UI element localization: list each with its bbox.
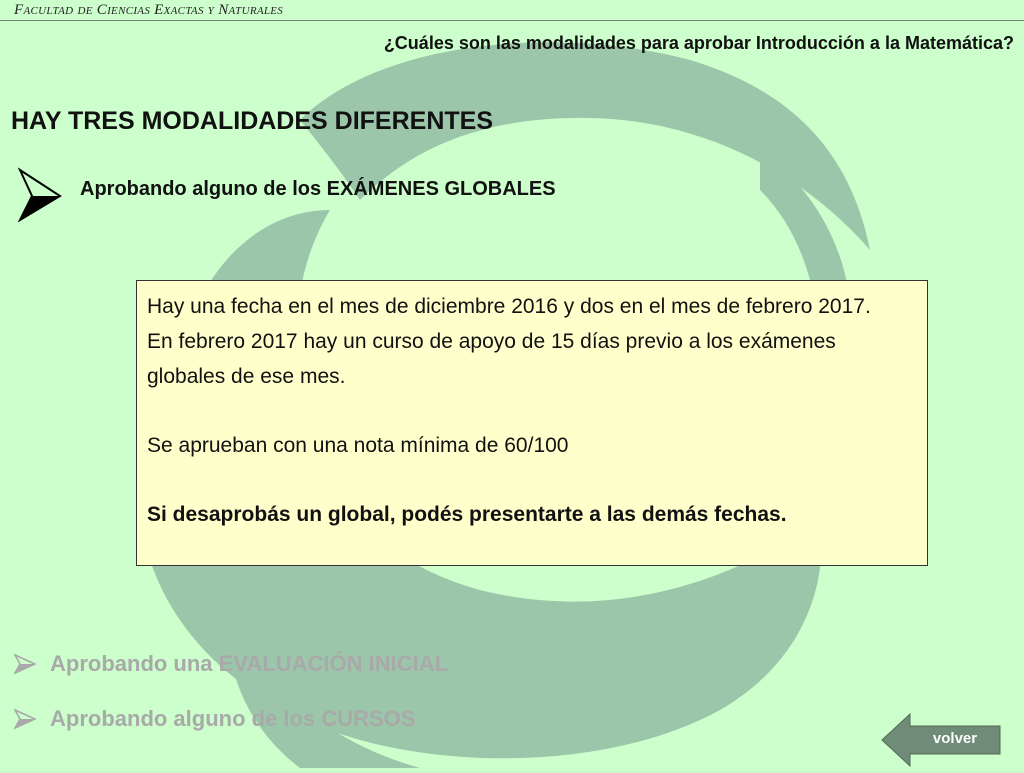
arrow-bullet-icon <box>18 166 62 222</box>
back-button[interactable] <box>880 712 1002 768</box>
modality-initial-evaluation-label: Aprobando una EVALUACIÓN INICIAL <box>50 651 449 676</box>
global-exams-info-box <box>136 280 928 566</box>
info-support-course: En febrero 2017 hay un curso de apoyo de 15 días previo a los exámenes globales de ese mes. <box>147 330 836 388</box>
info-min-grade: Se aprueban con una nota mínima de 60/100 <box>147 434 569 457</box>
modality-courses-label: Aprobando alguno de los CURSOS <box>50 706 416 731</box>
info-retake-note: Si desaprobás un global, podés presentarte a las demás fechas. <box>147 503 787 526</box>
arrow-bullet-icon <box>14 708 36 730</box>
slide-question: ¿Cuáles son las modalidades para aprobar Introducción a la Matemática? <box>383 33 1014 53</box>
back-button-label: volver <box>932 730 978 747</box>
info-dates: Hay una fecha en el mes de diciembre 2016 y dos en el mes de febrero 2017. <box>147 295 871 318</box>
modality-courses[interactable] <box>14 706 415 732</box>
main-heading: HAY TRES MODALIDADES DIFERENTES <box>11 107 494 135</box>
arrow-bullet-icon <box>14 653 36 675</box>
modality-initial-evaluation[interactable] <box>14 651 448 677</box>
modality-global-exams: Aprobando alguno de los EXÁMENES GLOBALES <box>80 178 556 200</box>
header-divider <box>0 20 1024 21</box>
faculty-name-header: Facultad de Ciencias Exactas y Naturales <box>14 2 284 18</box>
